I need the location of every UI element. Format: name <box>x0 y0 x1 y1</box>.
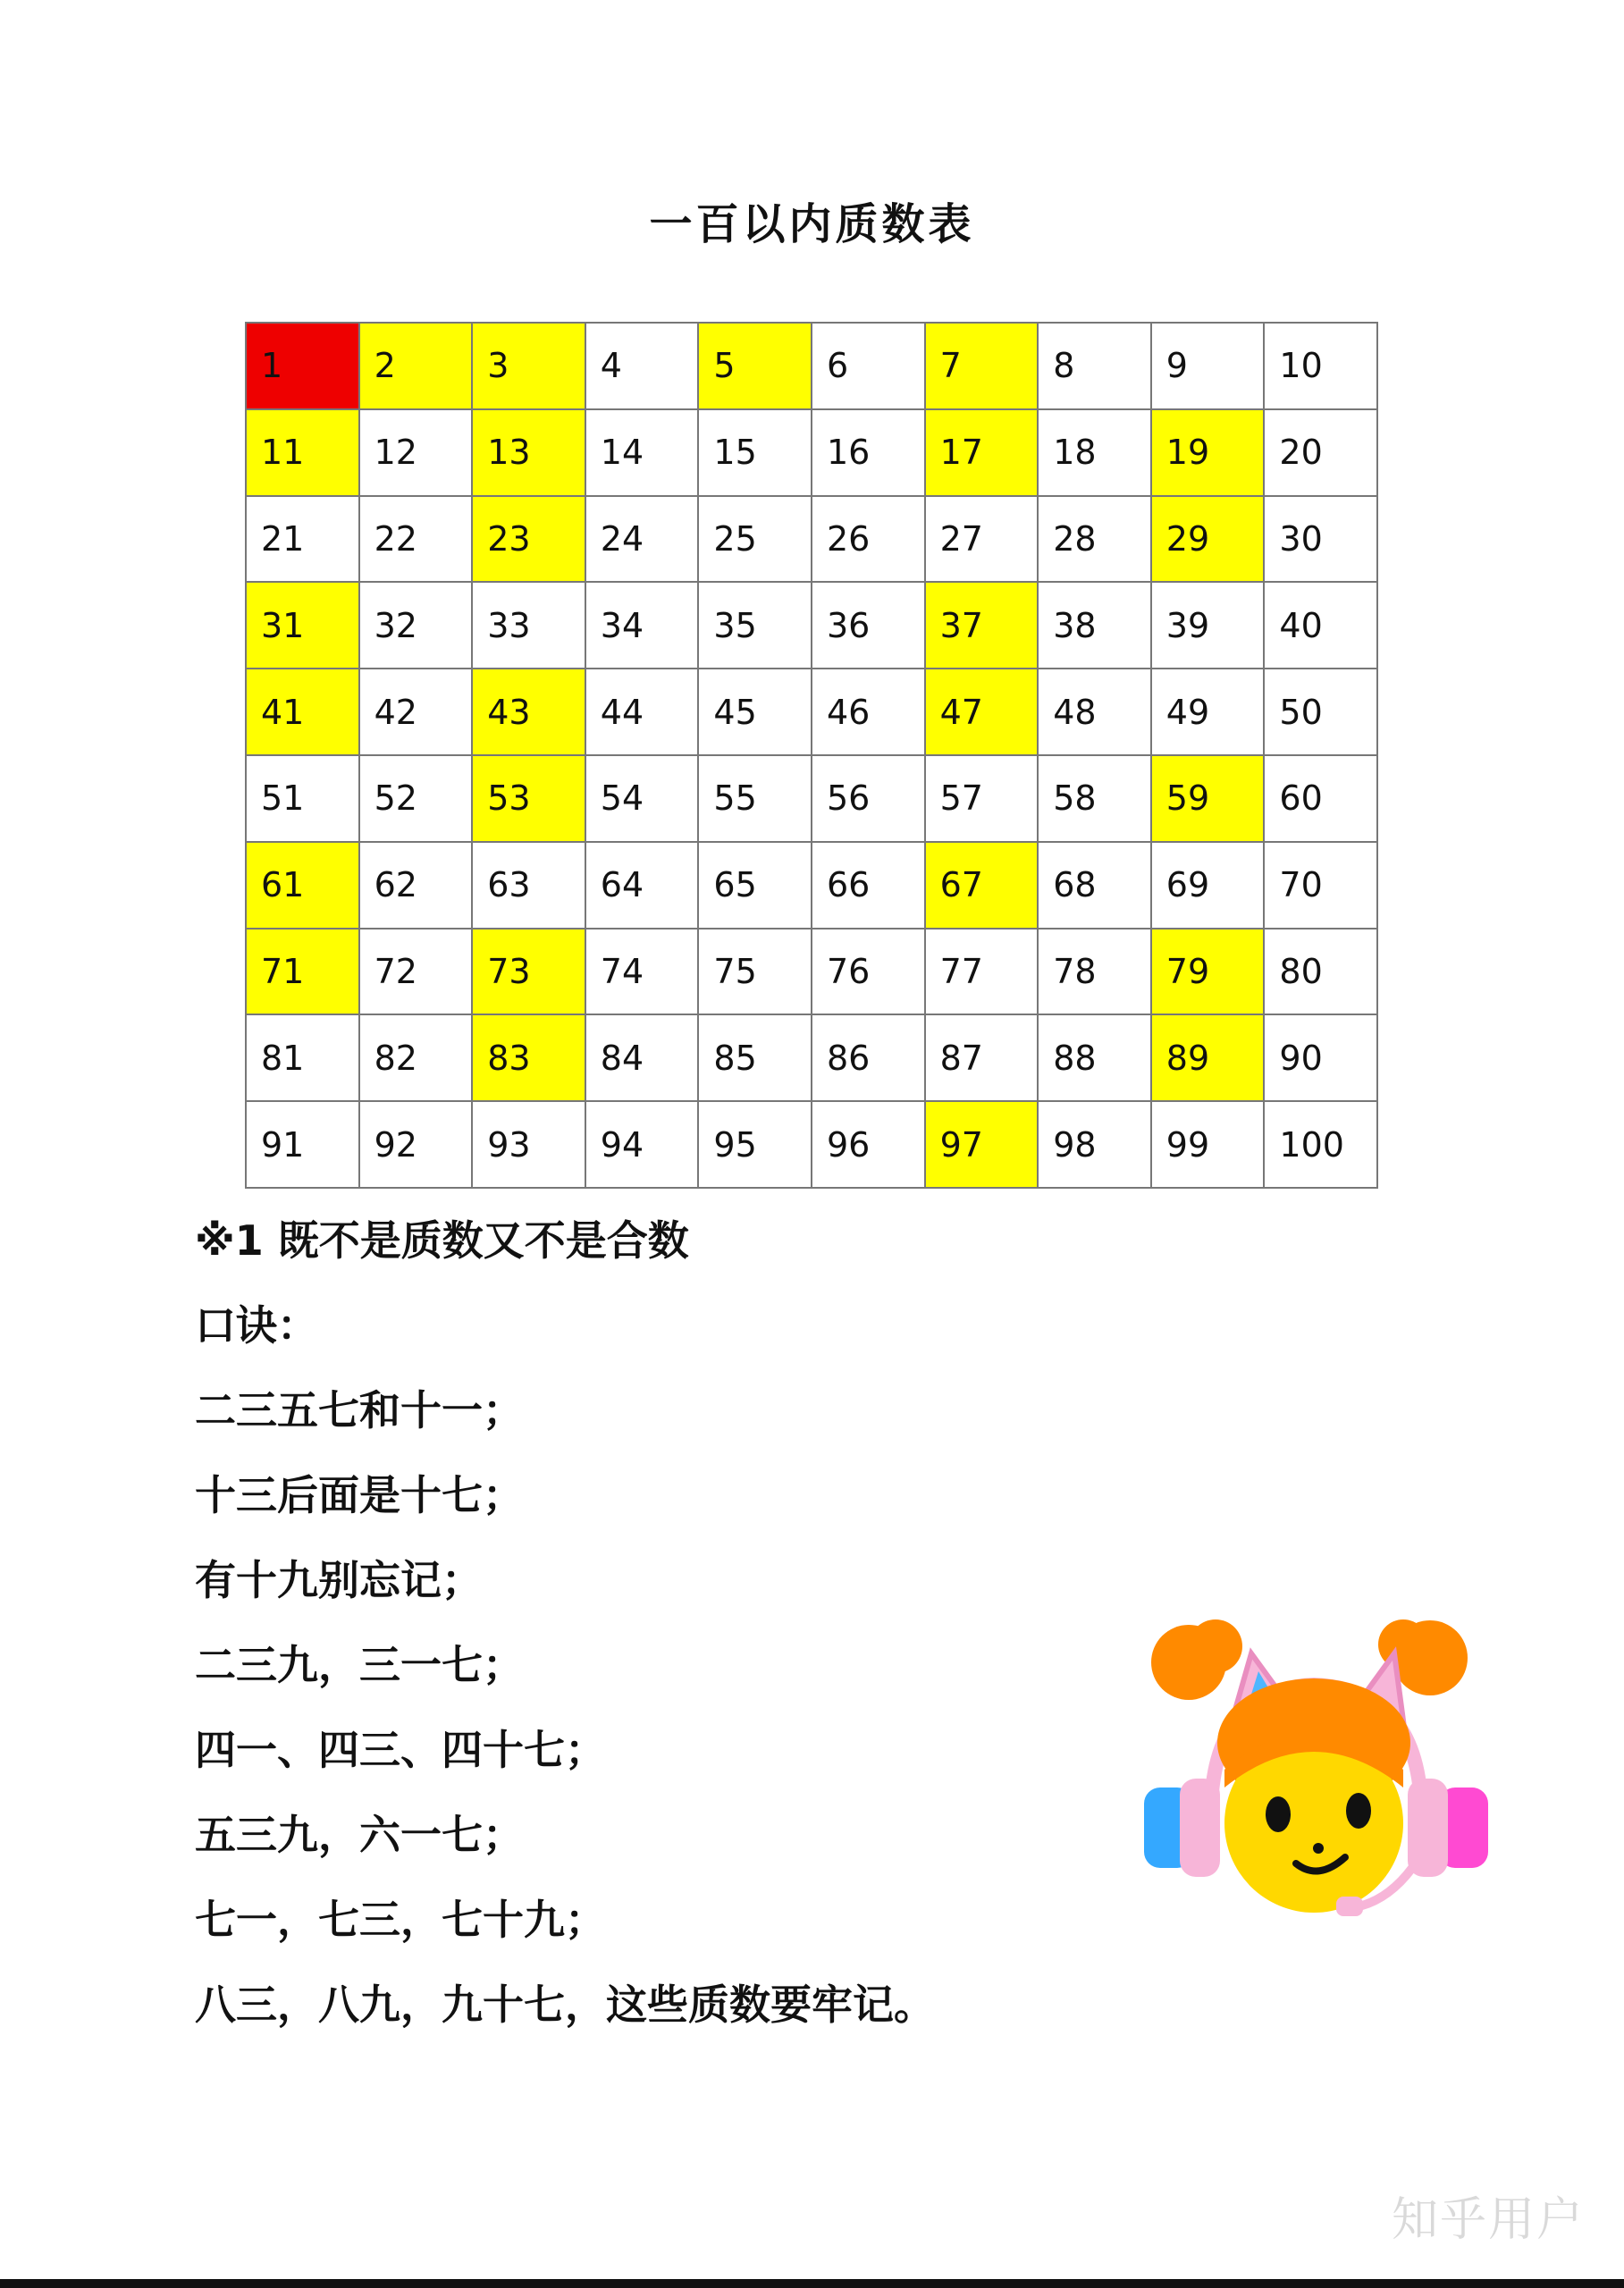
number-cell: 28 <box>1039 497 1152 584</box>
number-cell: 44 <box>586 669 700 756</box>
bottom-bar <box>0 2279 1624 2288</box>
number-cell: 99 <box>1152 1102 1266 1189</box>
number-cell: 7 <box>926 324 1039 410</box>
number-cell: 10 <box>1265 324 1378 410</box>
number-cell: 78 <box>1039 930 1152 1016</box>
number-cell: 25 <box>699 497 812 584</box>
number-cell: 84 <box>586 1015 700 1102</box>
number-cell: 24 <box>586 497 700 584</box>
number-cell: 72 <box>360 930 474 1016</box>
mnemonic-line-1: 二三五七和十一； <box>195 1386 524 1434</box>
mnemonic-title: 口诀： <box>195 1301 318 1350</box>
number-cell: 38 <box>1039 583 1152 669</box>
number-cell: 63 <box>473 843 586 930</box>
number-cell: 97 <box>926 1102 1039 1189</box>
number-cell: 64 <box>586 843 700 930</box>
number-cell: 46 <box>812 669 926 756</box>
number-cell: 56 <box>812 756 926 843</box>
number-cell: 36 <box>812 583 926 669</box>
number-cell: 81 <box>247 1015 360 1102</box>
number-cell: 5 <box>699 324 812 410</box>
number-cell: 55 <box>699 756 812 843</box>
number-cell: 91 <box>247 1102 360 1189</box>
number-cell: 16 <box>812 410 926 497</box>
number-cell: 59 <box>1152 756 1266 843</box>
number-cell: 93 <box>473 1102 586 1189</box>
number-cell: 83 <box>473 1015 586 1102</box>
number-cell: 32 <box>360 583 474 669</box>
number-cell: 42 <box>360 669 474 756</box>
number-cell: 26 <box>812 497 926 584</box>
number-cell: 53 <box>473 756 586 843</box>
mnemonic-line-3: 有十九别忘记； <box>195 1556 483 1604</box>
number-cell: 60 <box>1265 756 1378 843</box>
number-cell: 8 <box>1039 324 1152 410</box>
number-cell: 30 <box>1265 497 1378 584</box>
number-cell: 1 <box>247 324 360 410</box>
number-cell: 19 <box>1152 410 1266 497</box>
number-cell: 4 <box>586 324 700 410</box>
number-cell: 87 <box>926 1015 1039 1102</box>
number-cell: 70 <box>1265 843 1378 930</box>
number-cell: 98 <box>1039 1102 1152 1189</box>
number-cell: 9 <box>1152 324 1266 410</box>
number-cell: 23 <box>473 497 586 584</box>
number-cell: 71 <box>247 930 360 1016</box>
number-cell: 45 <box>699 669 812 756</box>
number-cell: 82 <box>360 1015 474 1102</box>
number-cell: 6 <box>812 324 926 410</box>
number-cell: 20 <box>1265 410 1378 497</box>
number-cell: 79 <box>1152 930 1266 1016</box>
number-cell: 57 <box>926 756 1039 843</box>
number-cell: 18 <box>1039 410 1152 497</box>
mnemonic-line-6: 五三九，六一七； <box>195 1811 524 1859</box>
number-cell: 65 <box>699 843 812 930</box>
number-cell: 68 <box>1039 843 1152 930</box>
number-cell: 75 <box>699 930 812 1016</box>
page-title: 一百以内质数表 <box>649 199 975 249</box>
number-cell: 37 <box>926 583 1039 669</box>
number-cell: 21 <box>247 497 360 584</box>
number-cell: 54 <box>586 756 700 843</box>
number-cell: 27 <box>926 497 1039 584</box>
number-cell: 3 <box>473 324 586 410</box>
number-cell: 2 <box>360 324 474 410</box>
number-cell: 73 <box>473 930 586 1016</box>
number-cell: 34 <box>586 583 700 669</box>
number-cell: 58 <box>1039 756 1152 843</box>
number-cell: 69 <box>1152 843 1266 930</box>
number-cell: 51 <box>247 756 360 843</box>
number-cell: 74 <box>586 930 700 1016</box>
number-cell: 40 <box>1265 583 1378 669</box>
number-cell: 100 <box>1265 1102 1378 1189</box>
mnemonic-line-8: 八三，八九，九十七，这些质数要牢记。 <box>195 1981 935 2029</box>
number-cell: 76 <box>812 930 926 1016</box>
number-cell: 61 <box>247 843 360 930</box>
number-cell: 94 <box>586 1102 700 1189</box>
number-cell: 31 <box>247 583 360 669</box>
cartoon-girl-headphones-icon <box>1135 1609 1493 1948</box>
mnemonic-line-7: 七一，七三，七十九； <box>195 1896 606 1944</box>
number-cell: 41 <box>247 669 360 756</box>
number-cell: 47 <box>926 669 1039 756</box>
number-cell: 88 <box>1039 1015 1152 1102</box>
number-cell: 92 <box>360 1102 474 1189</box>
number-cell: 62 <box>360 843 474 930</box>
number-cell: 33 <box>473 583 586 669</box>
number-cell: 80 <box>1265 930 1378 1016</box>
note-text: ※1 既不是质数又不是合数 <box>195 1216 689 1265</box>
number-cell: 67 <box>926 843 1039 930</box>
watermark-text: 知乎用户 <box>1391 2193 1585 2247</box>
number-cell: 15 <box>699 410 812 497</box>
number-cell: 77 <box>926 930 1039 1016</box>
mnemonic-line-4: 二三九，三一七； <box>195 1641 524 1689</box>
number-cell: 17 <box>926 410 1039 497</box>
number-cell: 89 <box>1152 1015 1266 1102</box>
mnemonic-line-5: 四一、四三、四十七； <box>195 1726 606 1774</box>
number-cell: 29 <box>1152 497 1266 584</box>
number-cell: 13 <box>473 410 586 497</box>
number-cell: 39 <box>1152 583 1266 669</box>
mnemonic-line-2: 十三后面是十七； <box>195 1471 524 1519</box>
number-cell: 11 <box>247 410 360 497</box>
number-cell: 14 <box>586 410 700 497</box>
number-cell: 95 <box>699 1102 812 1189</box>
number-cell: 90 <box>1265 1015 1378 1102</box>
number-cell: 43 <box>473 669 586 756</box>
number-cell: 49 <box>1152 669 1266 756</box>
number-cell: 12 <box>360 410 474 497</box>
number-cell: 96 <box>812 1102 926 1189</box>
number-cell: 52 <box>360 756 474 843</box>
number-cell: 22 <box>360 497 474 584</box>
number-cell: 66 <box>812 843 926 930</box>
prime-number-table <box>245 322 1378 1189</box>
number-cell: 48 <box>1039 669 1152 756</box>
number-cell: 50 <box>1265 669 1378 756</box>
number-cell: 85 <box>699 1015 812 1102</box>
number-cell: 35 <box>699 583 812 669</box>
number-cell: 86 <box>812 1015 926 1102</box>
